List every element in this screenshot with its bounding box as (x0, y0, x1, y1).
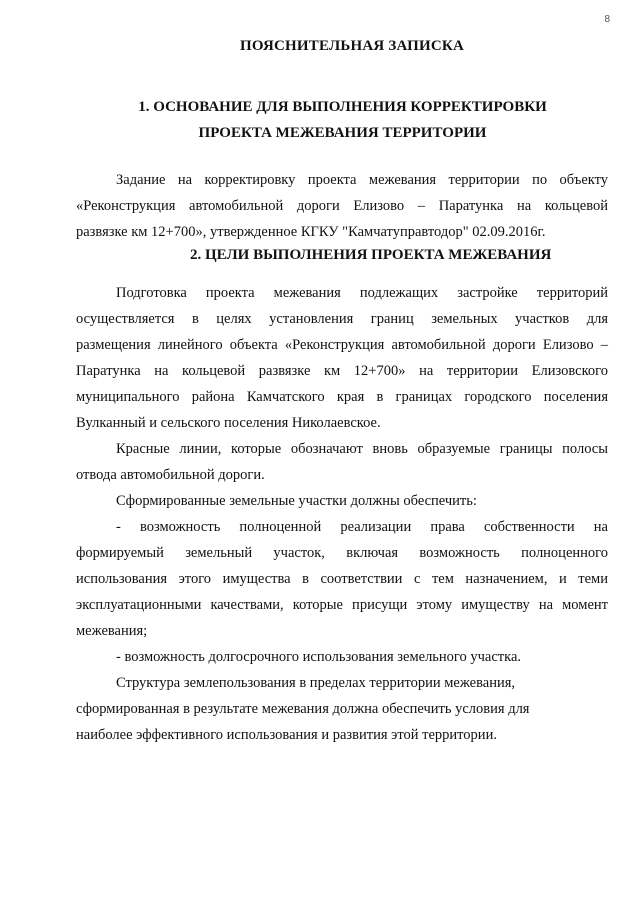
section-2-paragraph-2 (76, 436, 608, 488)
section-1-heading-line-2: ПРОЕКТА МЕЖЕВАНИЯ ТЕРРИТОРИИ (198, 125, 487, 141)
section-2-heading: 2. ЦЕЛИ ВЫПОЛНЕНИЯ ПРОЕКТА МЕЖЕВАНИЯ (190, 247, 552, 263)
section-2-paragraph-1 (76, 280, 608, 436)
section-2-paragraph-3 (76, 488, 608, 514)
paragraph-line: сформированная в результате межевания должна обеспечить условия для (76, 701, 530, 717)
paragraph-line: наиболее эффективного использования и развития этой территории. (76, 727, 497, 743)
paragraph-line: Задание на корректировку проекта межевания территории по объекту (116, 172, 608, 188)
paragraph-line: Вулканный и сельского поселения Николаевское. (76, 415, 381, 431)
paragraph-line: - возможность долгосрочного использования земельного участка. (116, 649, 522, 665)
paragraph-line: - возможность полноценной реализации права собственности на (116, 519, 608, 535)
paragraph-line: «Реконструкция автомобильной дороги Елизово – Паратунка на кольцевой (76, 198, 608, 214)
section-2-paragraph-6 (76, 670, 608, 748)
section-1-heading (70, 94, 615, 146)
section-2-paragraph-4 (76, 514, 608, 644)
section-1-paragraph (76, 167, 608, 245)
paragraph-line: муниципального района Камчатского края в границах городского поселения (76, 389, 608, 405)
paragraph-line: Подготовка проекта межевания подлежащих застройке территорий (116, 285, 608, 301)
paragraph-line: развязке км 12+700», утвержденное КГКУ "Камчатуправтодор" 02.09.2016г. (76, 224, 546, 240)
section-1-heading-line-1: 1. ОСНОВАНИЕ ДЛЯ ВЫПОЛНЕНИЯ КОРРЕКТИРОВКИ (138, 99, 547, 115)
paragraph-line: Структура землепользования в пределах территории межевания, (116, 675, 516, 691)
paragraph-line: Паратунка на кольцевой развязке км 12+700» на территории Елизовского (76, 363, 608, 379)
paragraph-line: эксплуатационными качествами, которые присущи этому имуществу на момент (76, 597, 608, 613)
paragraph-line: осуществляется в целях установления границ земельных участков для (76, 311, 608, 327)
paragraph-line: межевания; (76, 623, 148, 639)
paragraph-line: формируемый земельный участок, включая возможность полноценного (76, 545, 608, 561)
page-number: 8 (604, 14, 610, 25)
section-2-paragraph-5 (76, 644, 608, 670)
paragraph-line: использования этого имущества в соответствии с тем назначением, и теми (76, 571, 608, 587)
paragraph-line: Красные линии, которые обозначают вновь образуемые границы полосы (116, 441, 608, 457)
paragraph-line: размещения линейного объекта «Реконструкция автомобильной дороги Елизово – (76, 337, 608, 353)
document-title: ПОЯСНИТЕЛЬНАЯ ЗАПИСКА (240, 38, 465, 54)
paragraph-line: Сформированные земельные участки должны обеспечить: (116, 493, 477, 509)
paragraph-line: отвода автомобильной дороги. (76, 467, 265, 483)
